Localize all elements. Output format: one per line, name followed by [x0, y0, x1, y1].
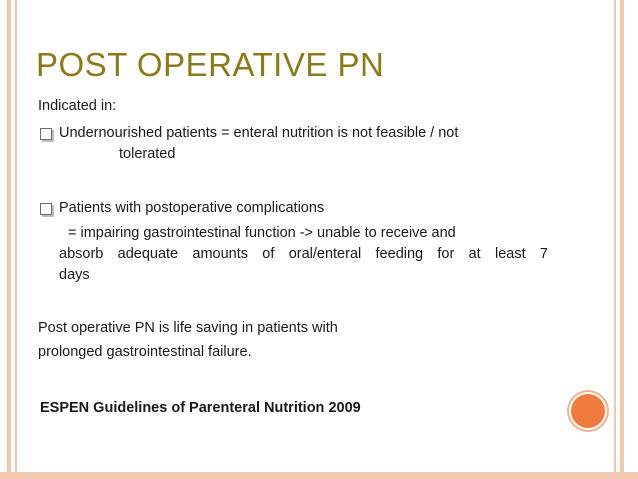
accent-circle: [571, 394, 605, 428]
bottom-band: [0, 472, 638, 479]
intro-text: Indicated in:: [38, 98, 117, 114]
bullet1-line1: Undernourished patients = enteral nutrition is not feasible / not: [59, 125, 459, 141]
bullet-square-icon: [40, 128, 52, 140]
right-stripe-wide: [620, 0, 624, 479]
bullet1-line2: tolerated: [119, 146, 176, 162]
reference-citation: ESPEN Guidelines of Parenteral Nutrition 2009: [40, 400, 361, 416]
left-stripe-thin: [15, 0, 17, 479]
bullet2-detail-line1: = impairing gastrointestinal function -> unable to receive and: [68, 225, 456, 241]
conclusion-line2: prolonged gastrointestinal failure.: [38, 344, 252, 360]
bullet-square-icon: [40, 203, 52, 215]
bullet2-detail-line3: days: [59, 267, 90, 283]
left-stripe-wide: [7, 0, 11, 479]
bullet2-detail-line2: absorb adequate amounts of oral/enteral feeding for at least 7: [59, 246, 548, 262]
bullet2-line1: Patients with postoperative complications: [59, 200, 325, 216]
right-stripe-thin: [614, 0, 616, 479]
slide-title: POST OPERATIVE PN: [36, 46, 385, 83]
conclusion-line1: Post operative PN is life saving in patients with: [38, 320, 338, 336]
